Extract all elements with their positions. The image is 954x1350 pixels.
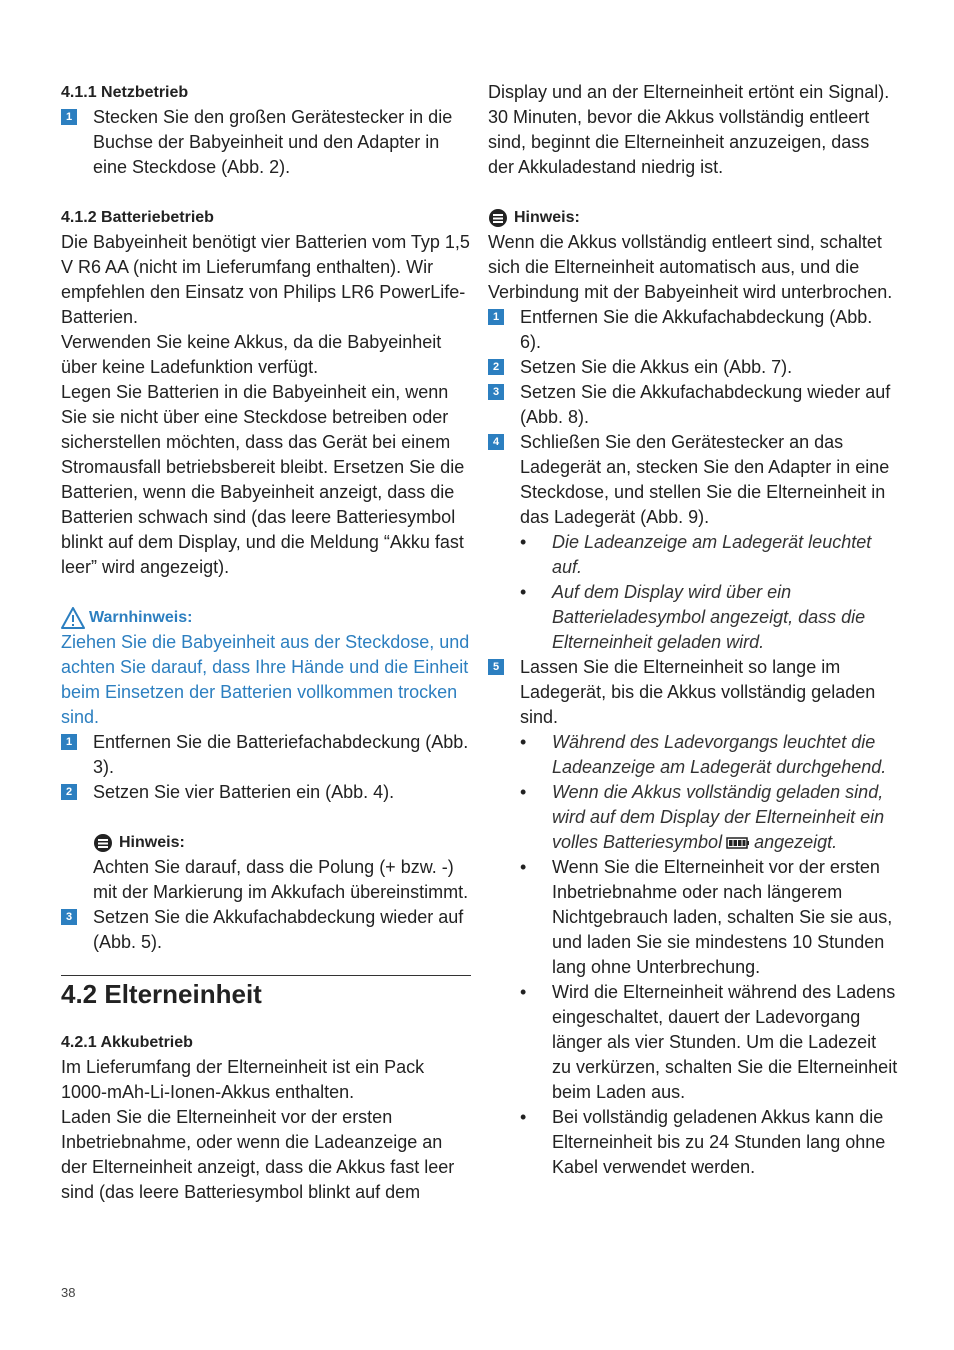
- step-number: 3: [61, 909, 77, 925]
- full-battery-icon: [726, 837, 750, 849]
- bullet-item: [488, 530, 898, 580]
- step-text: Setzen Sie die Akkus ein (Abb. 7).: [520, 357, 793, 377]
- bullet-item: [488, 855, 898, 980]
- paragraph: Die Babyeinheit benötigt vier Batterien vom Typ 1,5 V R6 AA (nicht im Lieferumfang enthalten). Wir empfehlen den Einsatz von Philips LR6 PowerLife-Batterien.: [61, 232, 470, 327]
- bullet-item: [488, 780, 898, 855]
- paragraph: Laden Sie die Elterneinheit vor der ersten Inbetriebnahme, oder wenn die Ladeanzeige an der Elterneinheit anzeigt, dass die Akkus fast leer sind (das leere Batteriesymbol blinkt auf dem: [61, 1107, 455, 1202]
- step-number: 5: [488, 659, 504, 675]
- note-block: [61, 830, 471, 905]
- step-item: [61, 905, 471, 955]
- step-number: 1: [61, 109, 77, 125]
- step-number: 2: [488, 359, 504, 375]
- step-item: [488, 305, 898, 355]
- note-text: Achten Sie darauf, dass die Polung (+ bzw. -) mit der Markierung im Akkufach übereinstimmt.: [93, 857, 469, 902]
- step-text: Stecken Sie den großen Gerätestecker in die Buchse der Babyeinheit und den Adapter in eine Steckdose (Abb. 2).: [93, 107, 453, 177]
- step-item: [61, 105, 471, 180]
- step-number: 1: [488, 309, 504, 325]
- step-item: [488, 355, 898, 380]
- bullet-text-part: angezeigt.: [754, 832, 838, 852]
- bullet-item: [488, 730, 898, 780]
- step-item: [488, 430, 898, 530]
- step-text: Setzen Sie die Akkufachabdeckung wieder auf (Abb. 5).: [93, 907, 464, 952]
- warning-heading: [61, 605, 471, 630]
- bullet-dot: •: [520, 532, 527, 552]
- right-column: [488, 80, 898, 1180]
- bullet-text-part: Wenn die Akkus vollständig geladen sind, wird auf dem Display der Elterneinheit ein volles Batteriesymbol: [552, 782, 885, 852]
- bullet-text: [552, 780, 898, 855]
- warning-title: Warnhinweis:: [89, 609, 193, 626]
- bullet-text: Auf dem Display wird über ein Batterieladesymbol angezeigt, dass die Elterneinheit geladen wird.: [552, 582, 866, 652]
- paragraph: Legen Sie Batterien in die Babyeinheit ein, wenn Sie sie nicht über eine Steckdose betreiben oder sicherstellen möchten, dass das Gerät bei einem Stromausfall betriebsbereit bleibt. Ersetzen Sie die Batterien, wenn die Babyeinheit anzeigt, dass die Batterien schwach sind (das leere Batteriesymbol blinkt auf dem Display, und die Meldung “Akku fast leer” wird angezeigt).: [61, 382, 465, 577]
- bullet-text: Während des Ladevorgangs leuchtet die Ladeanzeige am Ladegerät durchgehend.: [552, 732, 887, 777]
- bullet-dot: •: [520, 982, 527, 1002]
- bullet-text: Wenn Sie die Elterneinheit vor der ersten Inbetriebnahme oder nach längerem Nichtgebrauch laden, schalten Sie sie aus, und laden Sie sie mindestens 10 Stunden lang ohne Unterbrechung.: [552, 857, 893, 977]
- bullet-text: Die Ladeanzeige am Ladegerät leuchtet auf.: [552, 532, 872, 577]
- step-text: Entfernen Sie die Akkufachabdeckung (Abb. 6).: [520, 307, 873, 352]
- bullet-text: Bei vollständig geladenen Akkus kann die Elterneinheit bis zu 24 Stunden lang ohne Kabel verwendet werden.: [552, 1107, 886, 1177]
- section-4-2-title: 4.2 Elterneinheit: [61, 975, 471, 1010]
- step-item: [61, 780, 471, 805]
- bullet-dot: •: [520, 857, 527, 877]
- paragraph: Im Lieferumfang der Elterneinheit ist ein Pack 1000-mAh-Li-Ionen-Akkus enthalten.: [61, 1057, 425, 1102]
- left-column: [61, 80, 471, 1205]
- bullet-text: Wird die Elterneinheit während des Ladens eingeschaltet, dauert der Ladevorgang länger als vier Stunden. Um die Ladezeit zu verkürzen, schalten Sie die Elterneinheit beim Laden aus.: [552, 982, 898, 1102]
- step-text: Entfernen Sie die Batteriefachabdeckung (Abb. 3).: [93, 732, 469, 777]
- note-title: Hinweis:: [514, 209, 580, 226]
- bullet-dot: •: [520, 782, 527, 802]
- warning-icon: [61, 607, 85, 629]
- bullet-item: [488, 980, 898, 1105]
- note-title: Hinweis:: [119, 834, 185, 851]
- step-text: Setzen Sie vier Batterien ein (Abb. 4).: [93, 782, 395, 802]
- bullet-dot: •: [520, 732, 527, 752]
- step-item: [488, 380, 898, 430]
- step-number: 3: [488, 384, 504, 400]
- bullet-item: [488, 580, 898, 655]
- step-number: 1: [61, 734, 77, 750]
- step-text: Schließen Sie den Gerätestecker an das Ladegerät an, stecken Sie den Adapter in eine Steckdose, und stellen Sie die Elterneinheit in das Ladegerät (Abb. 9).: [520, 432, 890, 527]
- warning-text: Ziehen Sie die Babyeinheit aus der Steckdose, und achten Sie darauf, dass Ihre Hände und die Einheit beim Einsetzen der Batterien vollkommen trocken sind.: [61, 632, 470, 727]
- note-heading: [93, 830, 471, 855]
- bullet-item: [488, 1105, 898, 1180]
- note-icon: [93, 833, 113, 853]
- step-number: 4: [488, 434, 504, 450]
- step-text: Setzen Sie die Akkufachabdeckung wieder auf (Abb. 8).: [520, 382, 891, 427]
- bullet-dot: •: [520, 1107, 527, 1127]
- section-4-1-2-title: 4.1.2 Batteriebetrieb: [61, 209, 214, 226]
- section-4-1-1-title: 4.1.1 Netzbetrieb: [61, 84, 189, 101]
- step-text: Lassen Sie die Elterneinheit so lange im Ladegerät, bis die Akkus vollständig geladen sind.: [520, 657, 876, 727]
- paragraph: Display und an der Elterneinheit ertönt ein Signal). 30 Minuten, bevor die Akkus vollständig entleert sind, beginnt die Elterneinheit anzuzeigen, dass der Akkuladestand niedrig ist.: [488, 82, 890, 177]
- step-number: 2: [61, 784, 77, 800]
- paragraph: Verwenden Sie keine Akkus, da die Babyeinheit über keine Ladefunktion verfügt.: [61, 332, 442, 377]
- step-item: [61, 730, 471, 780]
- section-4-2-1-title: 4.2.1 Akkubetrieb: [61, 1034, 193, 1051]
- step-item: [488, 655, 898, 730]
- note-heading: [488, 205, 898, 230]
- note-icon: [488, 208, 508, 228]
- bullet-dot: •: [520, 582, 527, 602]
- page-number: 38: [61, 1285, 76, 1300]
- note-text: Wenn die Akkus vollständig entleert sind, schaltet sich die Elterneinheit automatisch aus, und die Verbindung mit der Babyeinheit wird unterbrochen.: [488, 232, 893, 302]
